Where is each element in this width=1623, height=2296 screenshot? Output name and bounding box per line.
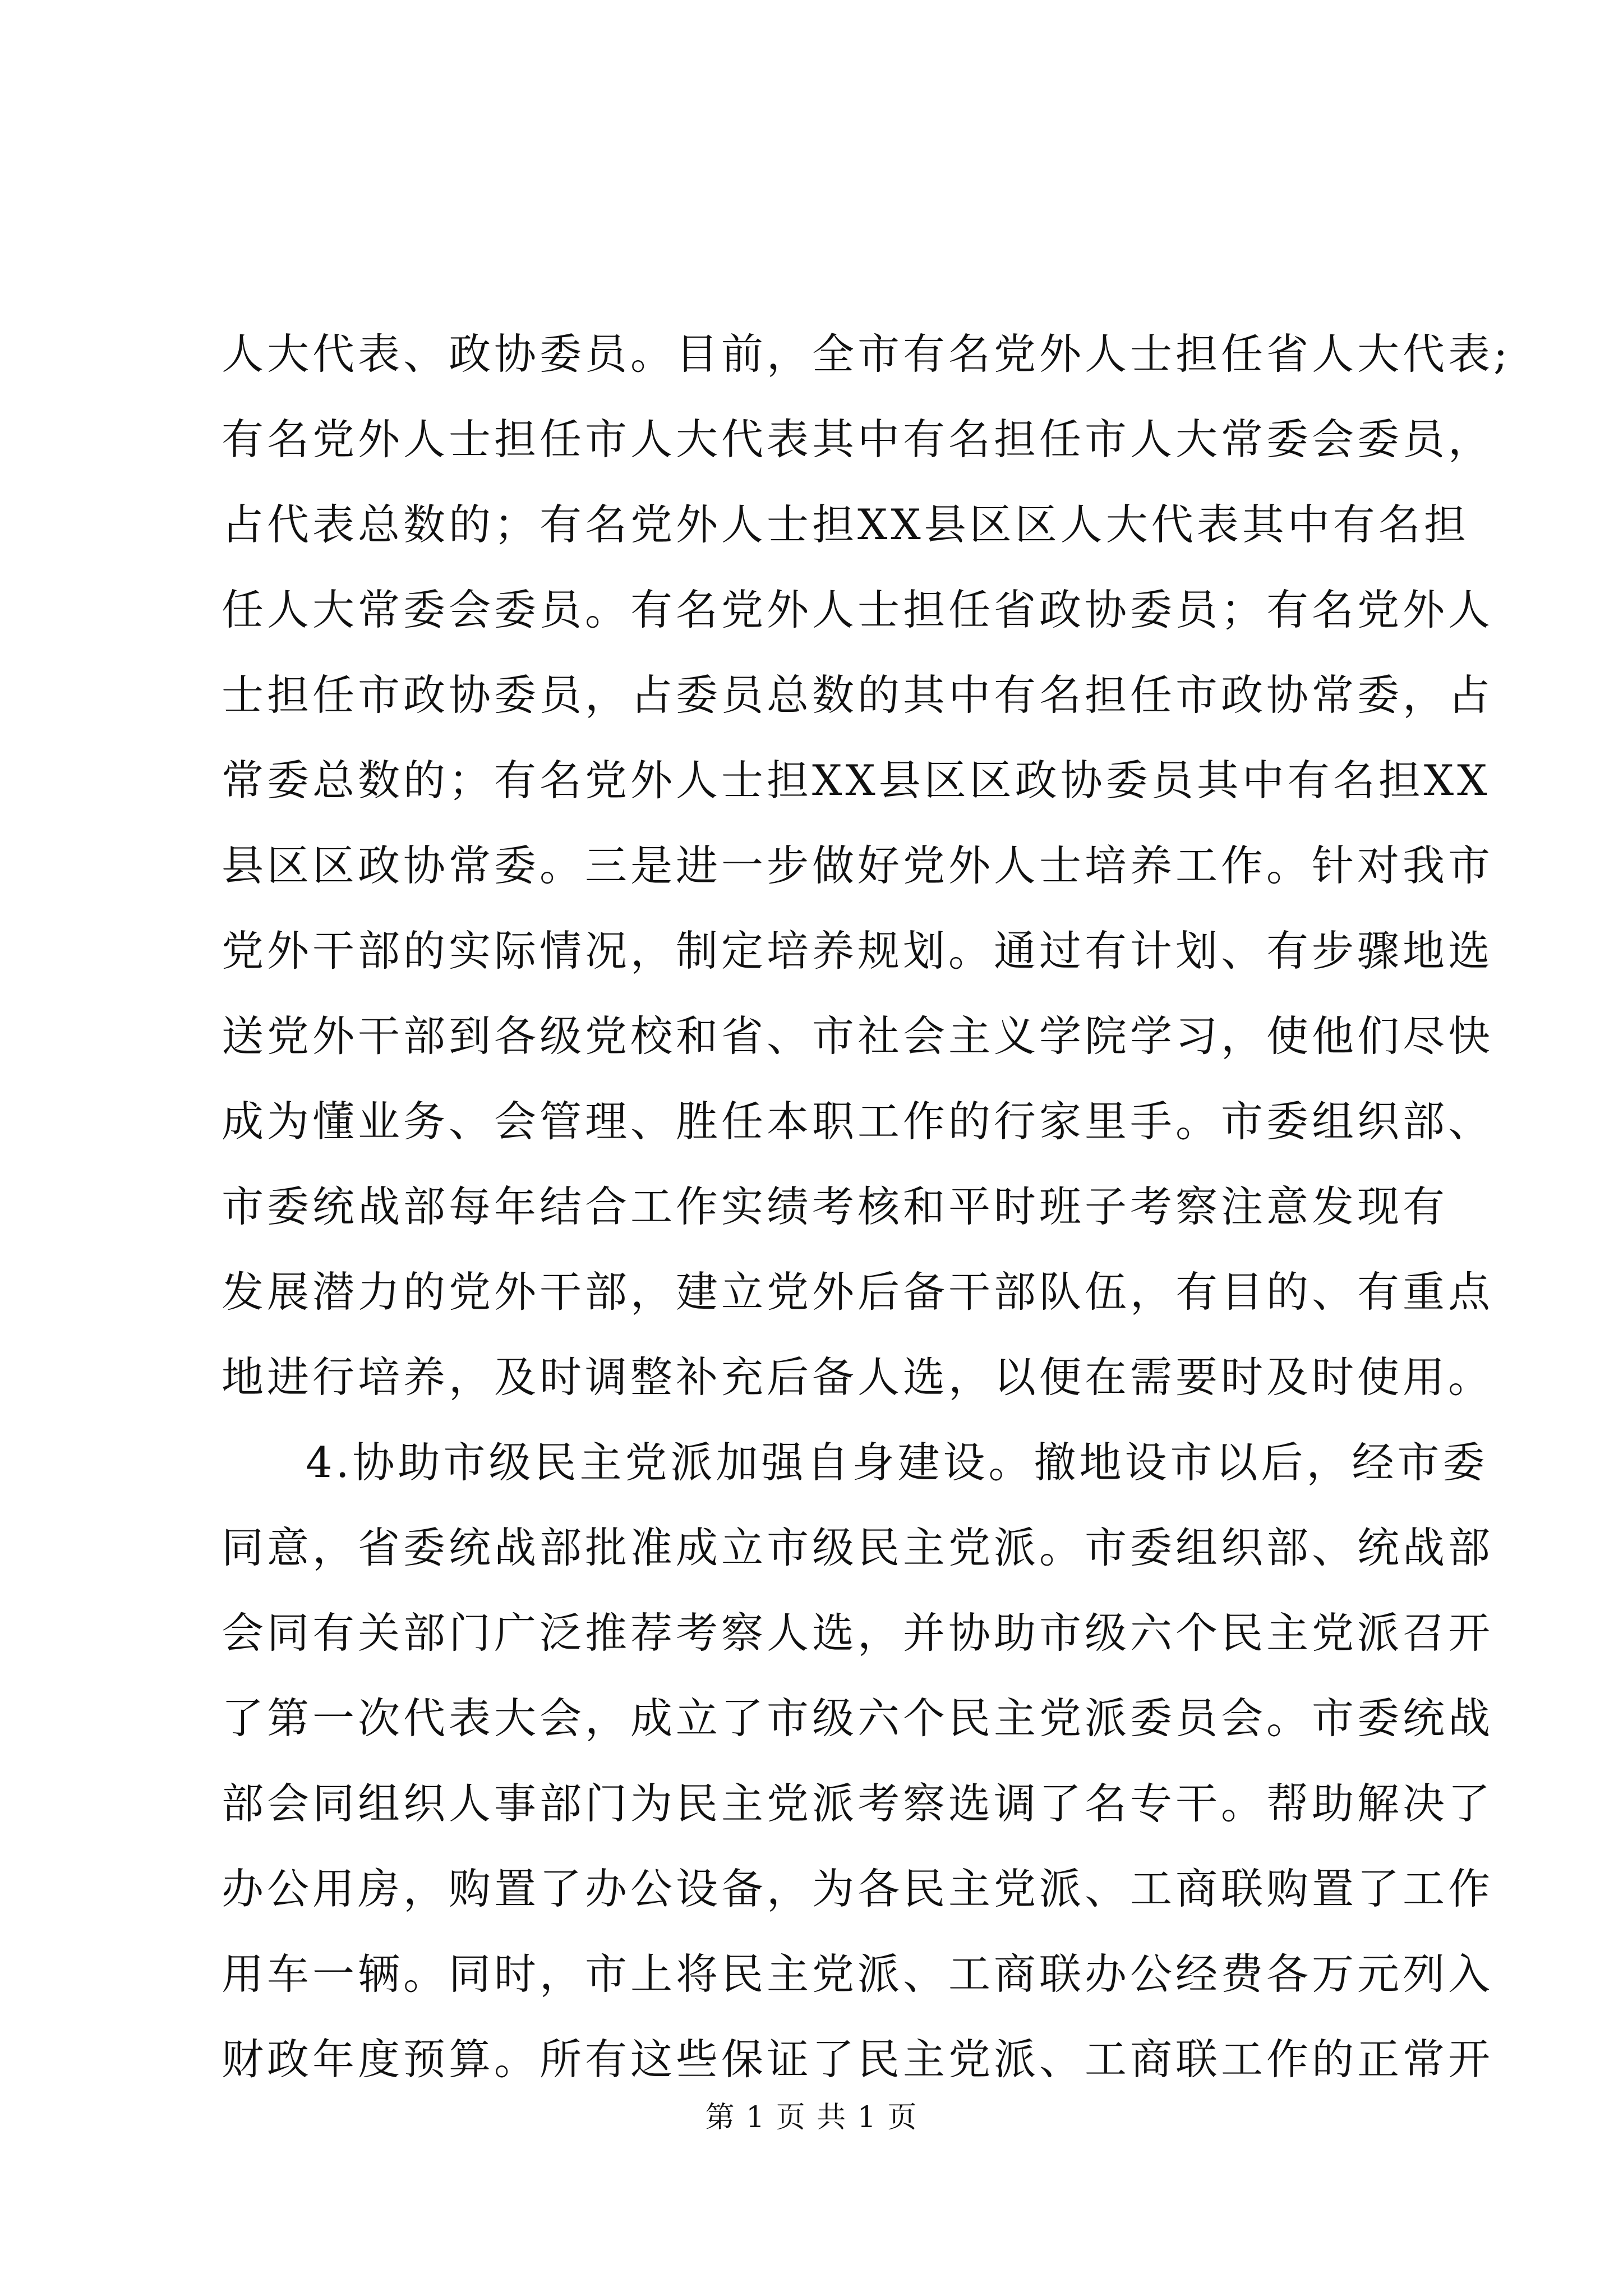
text-line: 同意，省委统战部批准成立市级民主党派。市委组织部、统战部	[222, 1523, 1494, 1572]
text-line: 办公用房，购置了办公设备，为各民主党派、工商联购置了工作	[222, 1864, 1494, 1913]
text-line: 地进行培养，及时调整补充后备人选，以便在需要时及时使用。	[222, 1352, 1494, 1402]
text-line: 有名党外人士担任市人大代表其中有名担任市人大常委会委员，	[222, 415, 1494, 464]
body-text	[222, 311, 1511, 2102]
text-line: 常委总数的；有名党外人士担XX县区区政协委员其中有名担XX	[222, 756, 1491, 805]
text-line: 送党外干部到各级党校和省、市社会主义学院学习，使他们尽快	[222, 1011, 1494, 1061]
text-line: 成为懂业务、会管理、胜任本职工作的行家里手。市委组织部、	[222, 1097, 1494, 1146]
text-line: 了第一次代表大会，成立了市级六个民主党派委员会。市委统战	[222, 1694, 1494, 1743]
text-line: 士担任市政协委员，占委员总数的其中有名担任市政协常委，占	[222, 670, 1494, 720]
text-line: 任人大常委会委员。有名党外人士担任省政协委员；有名党外人	[222, 585, 1494, 634]
text-line: 部会同组织人事部门为民主党派考察选调了名专干。帮助解决了	[222, 1779, 1494, 1828]
text-line: 会同有关部门广泛推荐考察人选，并协助市级六个民主党派召开	[222, 1608, 1494, 1658]
text-line: 县区区政协常委。三是进一步做好党外人士培养工作。针对我市	[222, 841, 1494, 890]
page-number: 第 1 页 共 1 页	[705, 2101, 918, 2134]
text-line: 市委统战部每年结合工作实绩考核和平时班子考察注意发现有	[222, 1182, 1449, 1231]
text-line: 用车一辆。同时，市上将民主党派、工商联办公经费各万元列入	[222, 1949, 1494, 1999]
paragraph-start-line: 4.协助市级民主党派加强自身建设。撤地设市以后，经市委	[306, 1438, 1488, 1487]
text-line: 发展潜力的党外干部，建立党外后备干部队伍，有目的、有重点	[222, 1267, 1494, 1317]
text-line: 占代表总数的；有名党外人士担XX县区区人大代表其中有名担	[222, 500, 1469, 549]
text-line: 财政年度预算。所有这些保证了民主党派、工商联工作的正常开	[222, 2035, 1494, 2084]
text-line: 党外干部的实际情况，制定培养规划。通过有计划、有步骤地选	[222, 926, 1494, 976]
text-line: 人大代表、政协委员。目前，全市有名党外人士担任省人大代表;	[222, 329, 1511, 379]
page-footer	[0, 2098, 1623, 2137]
